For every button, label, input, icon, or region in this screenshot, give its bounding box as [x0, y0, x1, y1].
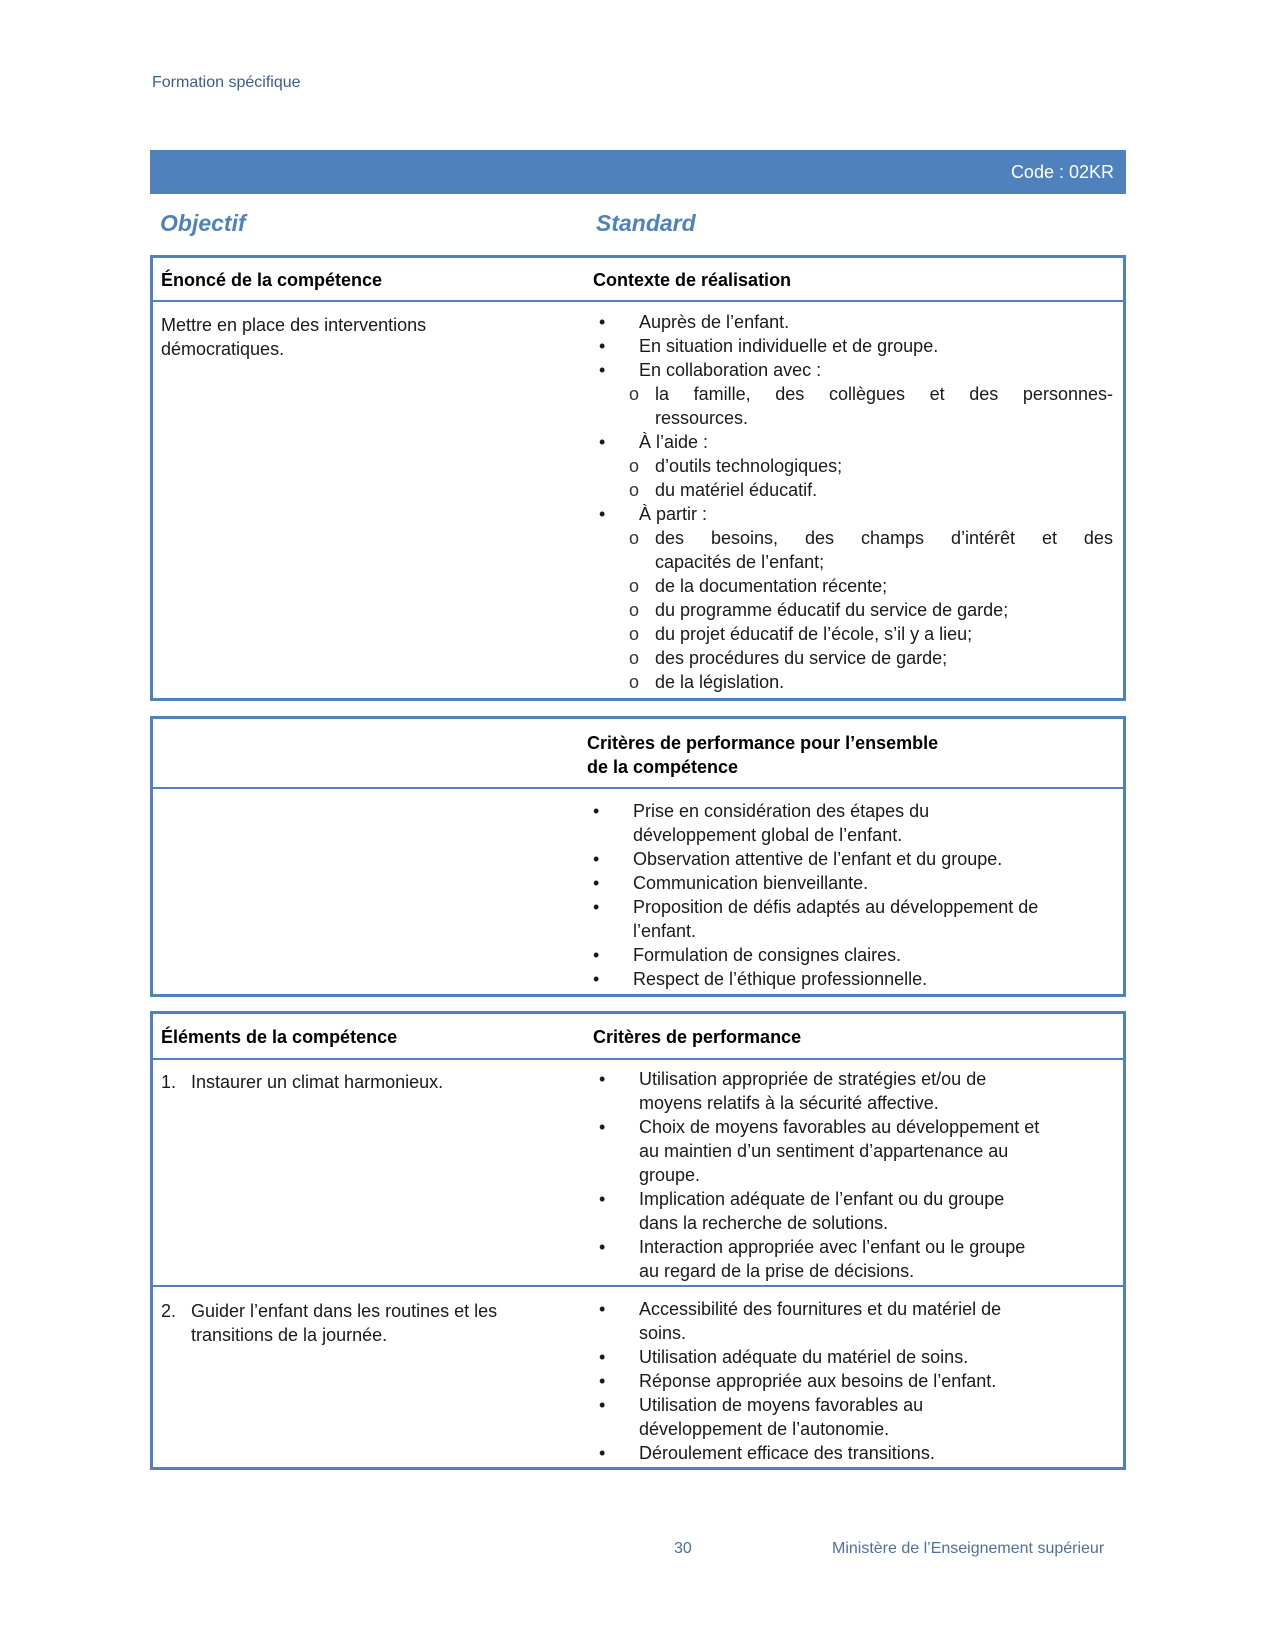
sub-list-text: du programme éducatif du service de garde;: [655, 600, 1009, 620]
sub-list-item: [593, 478, 1113, 502]
competence-box-header: [153, 258, 1123, 302]
performance-heading: Critères de performance: [593, 1027, 802, 1047]
list-item-text: Implication adéquate de l’enfant ou du groupe: [639, 1189, 1005, 1209]
list-item: [593, 1345, 1113, 1369]
bullet-icon: •: [599, 336, 606, 356]
list-item-continuation: dans la recherche de solutions.: [639, 1213, 889, 1233]
list-item-continuation: groupe.: [639, 1165, 701, 1185]
list-item-text: Proposition de défis adaptés au développement de: [633, 897, 1039, 917]
sub-list-item: [593, 574, 1113, 598]
word: collègues: [828, 384, 905, 404]
list-item-text: Réponse appropriée aux besoins de l’enfant.: [639, 1371, 997, 1391]
list-item-continuation: l’enfant.: [633, 921, 697, 941]
list-item: [587, 799, 1107, 823]
elements-box: [150, 1011, 1126, 1470]
bullet-icon: •: [599, 432, 606, 452]
sub-list-item: [593, 646, 1113, 670]
footer-ministry: Ministère de l’Enseignement supérieur: [832, 1540, 1105, 1557]
list-item-continuation: au maintien d’un sentiment d’appartenance au: [639, 1141, 1009, 1161]
list-item: [587, 967, 1107, 991]
element-1: [161, 1070, 443, 1094]
sub-list-continuation: capacités de l’enfant;: [655, 552, 825, 572]
bullet-icon: •: [593, 801, 600, 821]
elements-box-header: [153, 1014, 1123, 1060]
word: famille,: [693, 384, 751, 404]
word: champs: [860, 528, 924, 548]
bullet-icon: •: [593, 897, 600, 917]
bullet-icon: •: [599, 1117, 606, 1137]
list-item-continuation: au regard de la prise de décisions.: [639, 1261, 915, 1281]
bullet-icon: •: [593, 969, 600, 989]
bullet-icon: •: [599, 1443, 606, 1463]
word: et: [1041, 528, 1057, 548]
list-item-text: Interaction appropriée avec l’enfant ou le groupe: [639, 1237, 1026, 1257]
element-text: Guider l’enfant dans les routines et les: [191, 1301, 498, 1321]
list-item: [593, 1067, 1113, 1091]
list-item: [593, 1369, 1113, 1393]
word: des: [969, 384, 999, 404]
running-head: Formation spécifique: [152, 74, 301, 91]
list-item-text: À partir :: [639, 504, 708, 524]
sub-bullet-icon: o: [629, 480, 640, 500]
word: d’intérêt: [950, 528, 1015, 548]
sub-bullet-icon: o: [629, 600, 640, 620]
sub-list-text: d’outils technologiques;: [655, 456, 843, 476]
list-item-continuation: soins.: [639, 1323, 687, 1343]
bullet-icon: •: [599, 1395, 606, 1415]
list-item: [593, 358, 1113, 382]
section-titles: [160, 210, 1120, 240]
list-item: [587, 895, 1107, 919]
word: des: [804, 528, 835, 548]
sub-list-text: du projet éducatif de l’école, s’il y a lieu;: [655, 624, 973, 644]
sub-bullet-icon: o: [629, 648, 640, 668]
sub-list-item: [593, 622, 1113, 646]
list-item: [593, 430, 1113, 454]
word: personnes-: [1022, 384, 1113, 404]
criteria-overall-header: [153, 719, 1123, 789]
list-item-text: Respect de l’éthique professionnelle.: [633, 969, 928, 989]
enonce-heading: Énoncé de la compétence: [161, 270, 383, 290]
sub-list-item: [593, 670, 1113, 694]
word: des: [655, 528, 685, 548]
word: des: [775, 384, 805, 404]
sub-list-text: de la législation.: [655, 672, 785, 692]
sub-list-text: du matériel éducatif.: [655, 480, 818, 500]
sub-list-continuation: ressources.: [655, 408, 749, 428]
list-item-text: Choix de moyens favorables au développement et: [639, 1117, 1040, 1137]
sub-list-item: [593, 598, 1113, 622]
bullet-icon: •: [599, 1189, 606, 1209]
enonce-line: Mettre en place des interventions: [161, 315, 427, 335]
element-2-criteria: [593, 1297, 1113, 1465]
list-item: [593, 1393, 1113, 1417]
list-item: [593, 1235, 1113, 1259]
list-item-continuation: développement de l’autonomie.: [639, 1419, 890, 1439]
sub-list-item: [593, 526, 1113, 550]
list-item-text: Prise en considération des étapes du: [633, 801, 930, 821]
list-item-text: Utilisation adéquate du matériel de soins.: [639, 1347, 969, 1367]
enonce-text: [161, 313, 426, 361]
sub-list-item: [593, 454, 1113, 478]
contexte-heading: Contexte de réalisation: [593, 270, 792, 290]
criteria-overall-list: [587, 799, 1107, 991]
heading-line: Critères de performance pour l’ensemble: [587, 733, 939, 753]
list-item-text: Observation attentive de l’enfant et du groupe.: [633, 849, 1003, 869]
competence-box: [150, 255, 1126, 701]
list-item: [587, 847, 1107, 871]
code-banner: [150, 150, 1126, 194]
objectif-title: Objectif: [160, 210, 246, 236]
bullet-icon: •: [599, 504, 606, 524]
word: des: [1083, 528, 1113, 548]
list-item: [593, 310, 1113, 334]
element-number: 1.: [161, 1072, 177, 1092]
list-item-text: Utilisation appropriée de stratégies et/ou de: [639, 1069, 987, 1089]
standard-title: Standard: [596, 210, 696, 236]
list-item: [593, 1187, 1113, 1211]
heading-line: de la compétence: [587, 757, 739, 777]
list-item: [587, 871, 1107, 895]
bullet-icon: •: [599, 1069, 606, 1089]
list-item-continuation: développement global de l’enfant.: [633, 825, 903, 845]
criteria-overall-heading: [587, 731, 938, 779]
element-2: [161, 1299, 497, 1347]
list-item-text: Formulation de consignes claires.: [633, 945, 902, 965]
enonce-line: démocratiques.: [161, 339, 285, 359]
element-text: transitions de la journée.: [191, 1325, 388, 1345]
sub-list-item: [593, 382, 1113, 406]
element-1-criteria: [593, 1067, 1113, 1283]
sub-bullet-icon: o: [629, 384, 640, 404]
criteria-overall-box: [150, 716, 1126, 997]
bullet-icon: •: [599, 1347, 606, 1367]
word: et: [929, 384, 945, 404]
element-number: 2.: [161, 1301, 177, 1321]
bullet-icon: •: [593, 873, 600, 893]
list-item-text: En collaboration avec :: [639, 360, 822, 380]
list-item-text: À l’aide :: [639, 432, 709, 452]
contexte-list: [593, 310, 1113, 694]
word: besoins,: [710, 528, 779, 548]
list-item: [593, 502, 1113, 526]
bullet-icon: •: [599, 360, 606, 380]
list-item: [587, 943, 1107, 967]
list-item: [593, 1297, 1113, 1321]
bullet-icon: •: [599, 1237, 606, 1257]
list-item: [593, 334, 1113, 358]
list-item-text: Accessibilité des fournitures et du matériel de: [639, 1299, 1002, 1319]
list-item: [593, 1441, 1113, 1465]
list-item-text: Communication bienveillante.: [633, 873, 869, 893]
page-number: 30: [674, 1540, 692, 1557]
bullet-icon: •: [593, 945, 600, 965]
list-item-text: Utilisation de moyens favorables au: [639, 1395, 924, 1415]
word: la: [655, 384, 670, 404]
row-divider: [153, 1285, 1123, 1287]
sub-list-text: des procédures du service de garde;: [655, 648, 948, 668]
elements-heading: Éléments de la compétence: [161, 1027, 398, 1047]
list-item-continuation: moyens relatifs à la sécurité affective.: [639, 1093, 939, 1113]
competency-code: Code : 02KR: [1010, 162, 1114, 182]
bullet-icon: •: [593, 849, 600, 869]
sub-bullet-icon: o: [629, 528, 640, 548]
sub-list-text: de la documentation récente;: [655, 576, 888, 596]
bullet-icon: •: [599, 1299, 606, 1319]
list-item-text: En situation individuelle et de groupe.: [639, 336, 939, 356]
list-item: [593, 1115, 1113, 1139]
sub-bullet-icon: o: [629, 672, 640, 692]
element-text: Instaurer un climat harmonieux.: [191, 1072, 444, 1092]
sub-bullet-icon: o: [629, 456, 640, 476]
sub-bullet-icon: o: [629, 576, 640, 596]
list-item-text: Déroulement efficace des transitions.: [639, 1443, 935, 1463]
list-item-text: Auprès de l’enfant.: [639, 312, 790, 332]
sub-bullet-icon: o: [629, 624, 640, 644]
bullet-icon: •: [599, 1371, 606, 1391]
bullet-icon: •: [599, 312, 606, 332]
